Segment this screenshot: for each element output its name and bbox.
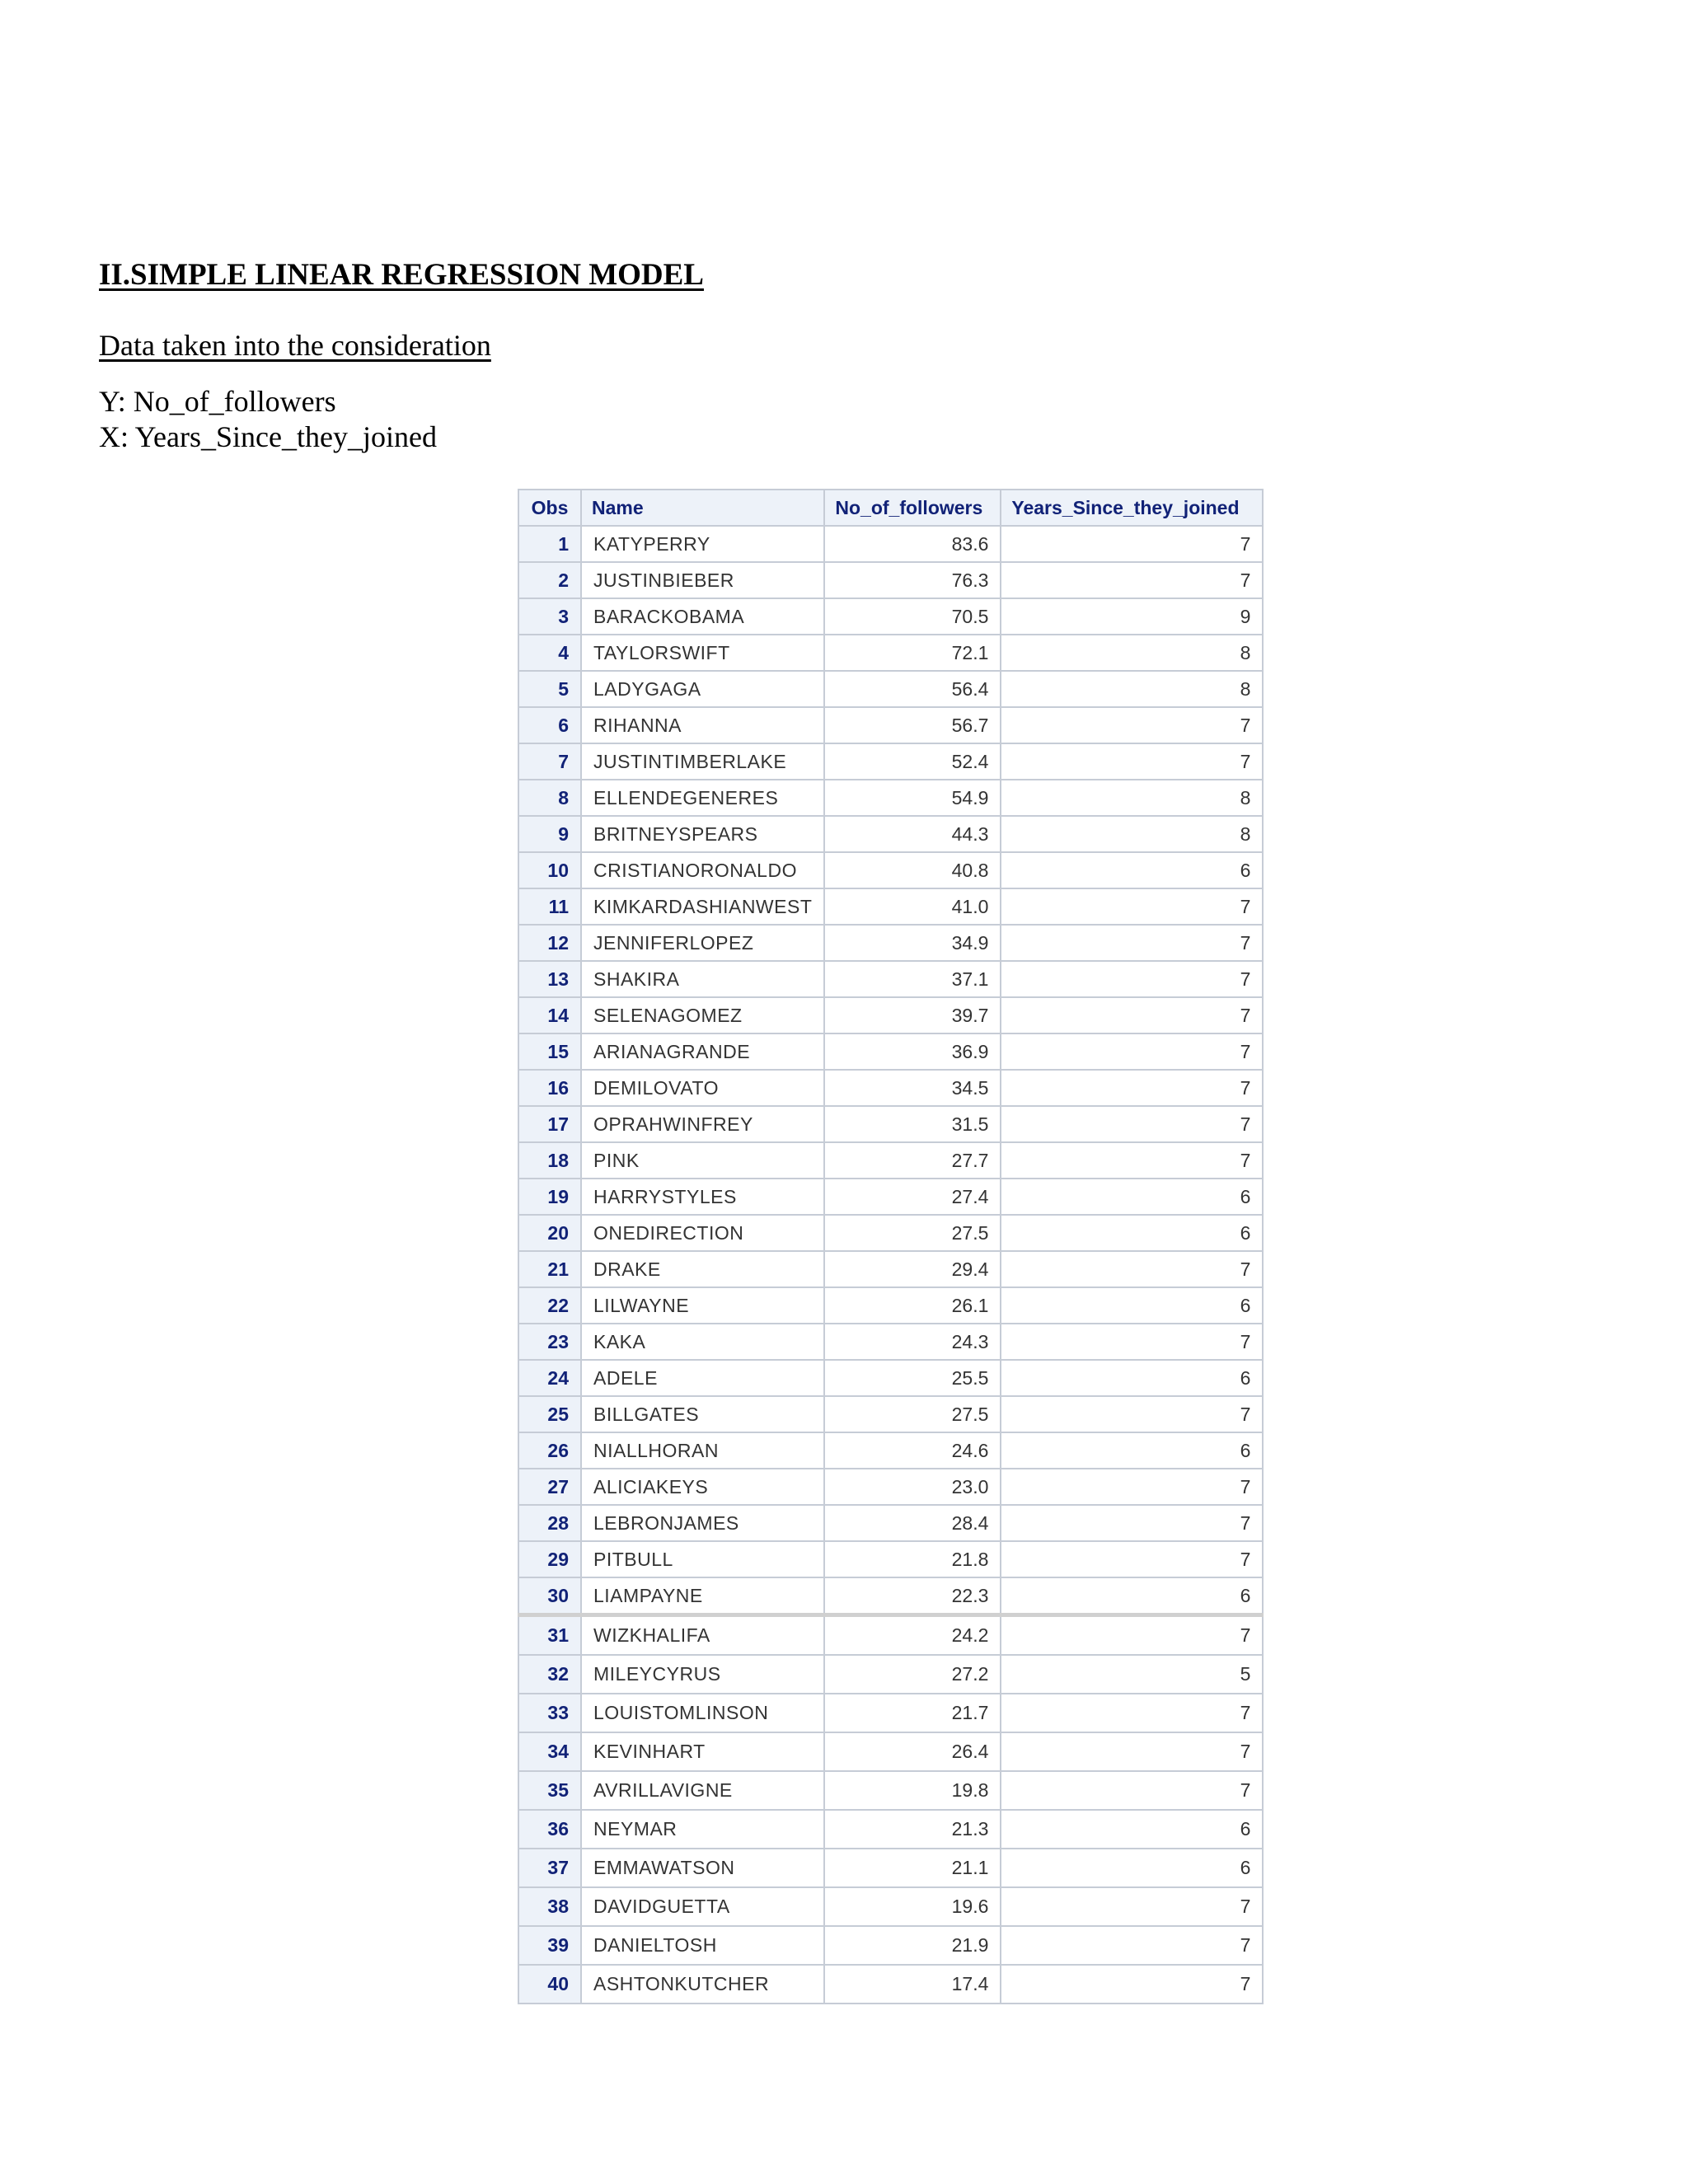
- name-cell: LILWAYNE: [581, 1287, 824, 1324]
- name-cell: DANIELTOSH: [581, 1926, 824, 1965]
- followers-cell: 37.1: [824, 961, 1001, 997]
- followers-cell: 25.5: [824, 1360, 1001, 1396]
- obs-cell: 23: [518, 1324, 581, 1360]
- followers-cell: 21.3: [824, 1810, 1001, 1849]
- obs-cell: 39: [518, 1926, 581, 1965]
- table-row: [518, 1360, 1263, 1396]
- obs-cell: 5: [518, 671, 581, 707]
- name-cell: NIALLHORAN: [581, 1432, 824, 1469]
- obs-cell: 38: [518, 1887, 581, 1926]
- table-row: [518, 1179, 1263, 1215]
- table-row: [518, 1887, 1263, 1926]
- table-row: [518, 1577, 1263, 1615]
- years-cell: 6: [1001, 1360, 1263, 1396]
- obs-cell: 16: [518, 1070, 581, 1106]
- followers-cell: 70.5: [824, 598, 1001, 635]
- followers-cell: 41.0: [824, 888, 1001, 925]
- years-cell: 7: [1001, 997, 1263, 1033]
- name-cell: ARIANAGRANDE: [581, 1033, 824, 1070]
- name-cell: BRITNEYSPEARS: [581, 816, 824, 852]
- followers-cell: 22.3: [824, 1577, 1001, 1615]
- obs-cell: 11: [518, 888, 581, 925]
- x-variable-line: X: Years_Since_they_joined: [99, 420, 437, 453]
- table-row: [518, 997, 1263, 1033]
- name-cell: KATYPERRY: [581, 526, 824, 562]
- years-cell: 6: [1001, 1577, 1263, 1615]
- name-cell: NEYMAR: [581, 1810, 824, 1849]
- table-row: [518, 635, 1263, 671]
- years-cell: 6: [1001, 1215, 1263, 1251]
- followers-cell: 19.8: [824, 1771, 1001, 1810]
- years-cell: 6: [1001, 852, 1263, 888]
- table-row: [518, 816, 1263, 852]
- followers-cell: 29.4: [824, 1251, 1001, 1287]
- table-row: [518, 1810, 1263, 1849]
- years-cell: 7: [1001, 1251, 1263, 1287]
- obs-cell: 32: [518, 1655, 581, 1694]
- name-cell: TAYLORSWIFT: [581, 635, 824, 671]
- followers-cell: 19.6: [824, 1887, 1001, 1926]
- followers-cell: 54.9: [824, 780, 1001, 816]
- table-row: [518, 925, 1263, 961]
- name-cell: ASHTONKUTCHER: [581, 1965, 824, 2004]
- years-cell: 7: [1001, 1505, 1263, 1541]
- years-cell: 7: [1001, 1033, 1263, 1070]
- years-cell: 7: [1001, 1732, 1263, 1771]
- followers-cell: 24.6: [824, 1432, 1001, 1469]
- years-cell: 8: [1001, 671, 1263, 707]
- name-cell: LOUISTOMLINSON: [581, 1694, 824, 1732]
- section-title: II.SIMPLE LINEAR REGRESSION MODEL: [99, 258, 704, 292]
- name-cell: PINK: [581, 1142, 824, 1179]
- table-row: [518, 961, 1263, 997]
- obs-cell: 6: [518, 707, 581, 743]
- years-cell: 6: [1001, 1432, 1263, 1469]
- years-cell: 7: [1001, 1469, 1263, 1505]
- obs-cell: 17: [518, 1106, 581, 1142]
- name-cell: DEMILOVATO: [581, 1070, 824, 1106]
- followers-cell: 83.6: [824, 526, 1001, 562]
- followers-cell: 31.5: [824, 1106, 1001, 1142]
- table-row: [518, 598, 1263, 635]
- name-cell: WIZKHALIFA: [581, 1615, 824, 1656]
- name-cell: DRAKE: [581, 1251, 824, 1287]
- followers-cell: 21.8: [824, 1541, 1001, 1577]
- table-row: [518, 888, 1263, 925]
- years-cell: 6: [1001, 1849, 1263, 1887]
- followers-cell: 21.1: [824, 1849, 1001, 1887]
- obs-cell: 7: [518, 743, 581, 780]
- followers-cell: 27.5: [824, 1215, 1001, 1251]
- name-cell: JUSTINBIEBER: [581, 562, 824, 598]
- followers-cell: 44.3: [824, 816, 1001, 852]
- years-cell: 7: [1001, 1142, 1263, 1179]
- name-cell: LADYGAGA: [581, 671, 824, 707]
- followers-cell: 21.9: [824, 1926, 1001, 1965]
- name-cell: LEBRONJAMES: [581, 1505, 824, 1541]
- obs-cell: 13: [518, 961, 581, 997]
- years-cell: 8: [1001, 780, 1263, 816]
- data-subtitle: Data taken into the consideration: [99, 329, 491, 362]
- followers-cell: 56.4: [824, 671, 1001, 707]
- obs-cell: 2: [518, 562, 581, 598]
- name-cell: BARACKOBAMA: [581, 598, 824, 635]
- followers-cell: 72.1: [824, 635, 1001, 671]
- obs-cell: 20: [518, 1215, 581, 1251]
- table-row: [518, 780, 1263, 816]
- followers-cell: 28.4: [824, 1505, 1001, 1541]
- followers-cell: 17.4: [824, 1965, 1001, 2004]
- years-cell: 7: [1001, 1324, 1263, 1360]
- years-cell: 7: [1001, 1396, 1263, 1432]
- name-cell: SELENAGOMEZ: [581, 997, 824, 1033]
- years-cell: 5: [1001, 1655, 1263, 1694]
- followers-cell: 24.2: [824, 1615, 1001, 1656]
- name-cell: ONEDIRECTION: [581, 1215, 824, 1251]
- obs-cell: 28: [518, 1505, 581, 1541]
- years-cell: 7: [1001, 925, 1263, 961]
- followers-cell: 40.8: [824, 852, 1001, 888]
- name-cell: ALICIAKEYS: [581, 1469, 824, 1505]
- followers-cell: 34.9: [824, 925, 1001, 961]
- obs-cell: 19: [518, 1179, 581, 1215]
- table-row: [518, 1469, 1263, 1505]
- obs-cell: 29: [518, 1541, 581, 1577]
- name-cell: EMMAWATSON: [581, 1849, 824, 1887]
- years-cell: 9: [1001, 598, 1263, 635]
- header-years: Years_Since_they_joined: [1001, 490, 1263, 526]
- obs-cell: 40: [518, 1965, 581, 2004]
- years-cell: 7: [1001, 707, 1263, 743]
- table-row: [518, 743, 1263, 780]
- obs-cell: 22: [518, 1287, 581, 1324]
- years-cell: 7: [1001, 1965, 1263, 2004]
- name-cell: PITBULL: [581, 1541, 824, 1577]
- obs-cell: 12: [518, 925, 581, 961]
- header-followers: No_of_followers: [824, 490, 1001, 526]
- obs-cell: 4: [518, 635, 581, 671]
- table-row: [518, 671, 1263, 707]
- table-row: [518, 1287, 1263, 1324]
- years-cell: 6: [1001, 1810, 1263, 1849]
- table-row: [518, 1070, 1263, 1106]
- name-cell: MILEYCYRUS: [581, 1655, 824, 1694]
- table-row: [518, 1926, 1263, 1965]
- header-obs: Obs: [518, 490, 581, 526]
- obs-cell: 31: [518, 1615, 581, 1656]
- years-cell: 7: [1001, 1771, 1263, 1810]
- name-cell: JENNIFERLOPEZ: [581, 925, 824, 961]
- table-row: [518, 1771, 1263, 1810]
- name-cell: SHAKIRA: [581, 961, 824, 997]
- obs-cell: 37: [518, 1849, 581, 1887]
- obs-cell: 33: [518, 1694, 581, 1732]
- name-cell: ELLENDEGENERES: [581, 780, 824, 816]
- name-cell: BILLGATES: [581, 1396, 824, 1432]
- name-cell: DAVIDGUETTA: [581, 1887, 824, 1926]
- followers-cell: 27.5: [824, 1396, 1001, 1432]
- table-row: [518, 1432, 1263, 1469]
- years-cell: 6: [1001, 1179, 1263, 1215]
- table-row: [518, 1694, 1263, 1732]
- obs-cell: 1: [518, 526, 581, 562]
- name-cell: KAKA: [581, 1324, 824, 1360]
- data-table-container: [518, 489, 1264, 2004]
- header-name: Name: [581, 490, 824, 526]
- table-row: [518, 1849, 1263, 1887]
- obs-cell: 25: [518, 1396, 581, 1432]
- years-cell: 7: [1001, 743, 1263, 780]
- table-row: [518, 1655, 1263, 1694]
- table-row: [518, 562, 1263, 598]
- years-cell: 6: [1001, 1287, 1263, 1324]
- followers-cell: 27.7: [824, 1142, 1001, 1179]
- obs-cell: 21: [518, 1251, 581, 1287]
- table-row: [518, 1142, 1263, 1179]
- followers-cell: 39.7: [824, 997, 1001, 1033]
- table-body: [518, 526, 1263, 2004]
- table-header-row: [518, 490, 1263, 526]
- name-cell: KIMKARDASHIANWEST: [581, 888, 824, 925]
- followers-cell: 76.3: [824, 562, 1001, 598]
- name-cell: HARRYSTYLES: [581, 1179, 824, 1215]
- obs-cell: 18: [518, 1142, 581, 1179]
- obs-cell: 15: [518, 1033, 581, 1070]
- name-cell: RIHANNA: [581, 707, 824, 743]
- table-row: [518, 1505, 1263, 1541]
- name-cell: OPRAHWINFREY: [581, 1106, 824, 1142]
- table-row: [518, 1033, 1263, 1070]
- obs-cell: 27: [518, 1469, 581, 1505]
- name-cell: KEVINHART: [581, 1732, 824, 1771]
- table-row: [518, 1215, 1263, 1251]
- years-cell: 7: [1001, 888, 1263, 925]
- followers-cell: 26.4: [824, 1732, 1001, 1771]
- obs-cell: 9: [518, 816, 581, 852]
- years-cell: 7: [1001, 562, 1263, 598]
- years-cell: 7: [1001, 1541, 1263, 1577]
- years-cell: 7: [1001, 961, 1263, 997]
- followers-cell: 26.1: [824, 1287, 1001, 1324]
- followers-cell: 24.3: [824, 1324, 1001, 1360]
- years-cell: 7: [1001, 1106, 1263, 1142]
- table-row: [518, 1732, 1263, 1771]
- obs-cell: 34: [518, 1732, 581, 1771]
- table-row: [518, 1251, 1263, 1287]
- obs-cell: 26: [518, 1432, 581, 1469]
- years-cell: 7: [1001, 526, 1263, 562]
- followers-cell: 23.0: [824, 1469, 1001, 1505]
- followers-cell: 27.2: [824, 1655, 1001, 1694]
- obs-cell: 14: [518, 997, 581, 1033]
- obs-cell: 8: [518, 780, 581, 816]
- data-table: [518, 489, 1264, 2004]
- followers-cell: 27.4: [824, 1179, 1001, 1215]
- years-cell: 7: [1001, 1887, 1263, 1926]
- years-cell: 7: [1001, 1615, 1263, 1656]
- followers-cell: 52.4: [824, 743, 1001, 780]
- years-cell: 8: [1001, 816, 1263, 852]
- obs-cell: 10: [518, 852, 581, 888]
- followers-cell: 56.7: [824, 707, 1001, 743]
- followers-cell: 36.9: [824, 1033, 1001, 1070]
- table-row: [518, 1615, 1263, 1656]
- y-variable-line: Y: No_of_followers: [99, 385, 336, 418]
- name-cell: AVRILLAVIGNE: [581, 1771, 824, 1810]
- years-cell: 7: [1001, 1694, 1263, 1732]
- name-cell: ADELE: [581, 1360, 824, 1396]
- years-cell: 7: [1001, 1926, 1263, 1965]
- followers-cell: 21.7: [824, 1694, 1001, 1732]
- obs-cell: 35: [518, 1771, 581, 1810]
- years-cell: 7: [1001, 1070, 1263, 1106]
- table-row: [518, 852, 1263, 888]
- obs-cell: 24: [518, 1360, 581, 1396]
- years-cell: 8: [1001, 635, 1263, 671]
- name-cell: JUSTINTIMBERLAKE: [581, 743, 824, 780]
- obs-cell: 36: [518, 1810, 581, 1849]
- obs-cell: 3: [518, 598, 581, 635]
- table-row: [518, 1965, 1263, 2004]
- table-row: [518, 526, 1263, 562]
- followers-cell: 34.5: [824, 1070, 1001, 1106]
- table-row: [518, 707, 1263, 743]
- name-cell: CRISTIANORONALDO: [581, 852, 824, 888]
- table-row: [518, 1396, 1263, 1432]
- table-row: [518, 1106, 1263, 1142]
- name-cell: LIAMPAYNE: [581, 1577, 824, 1615]
- table-row: [518, 1541, 1263, 1577]
- obs-cell: 30: [518, 1577, 581, 1615]
- table-row: [518, 1324, 1263, 1360]
